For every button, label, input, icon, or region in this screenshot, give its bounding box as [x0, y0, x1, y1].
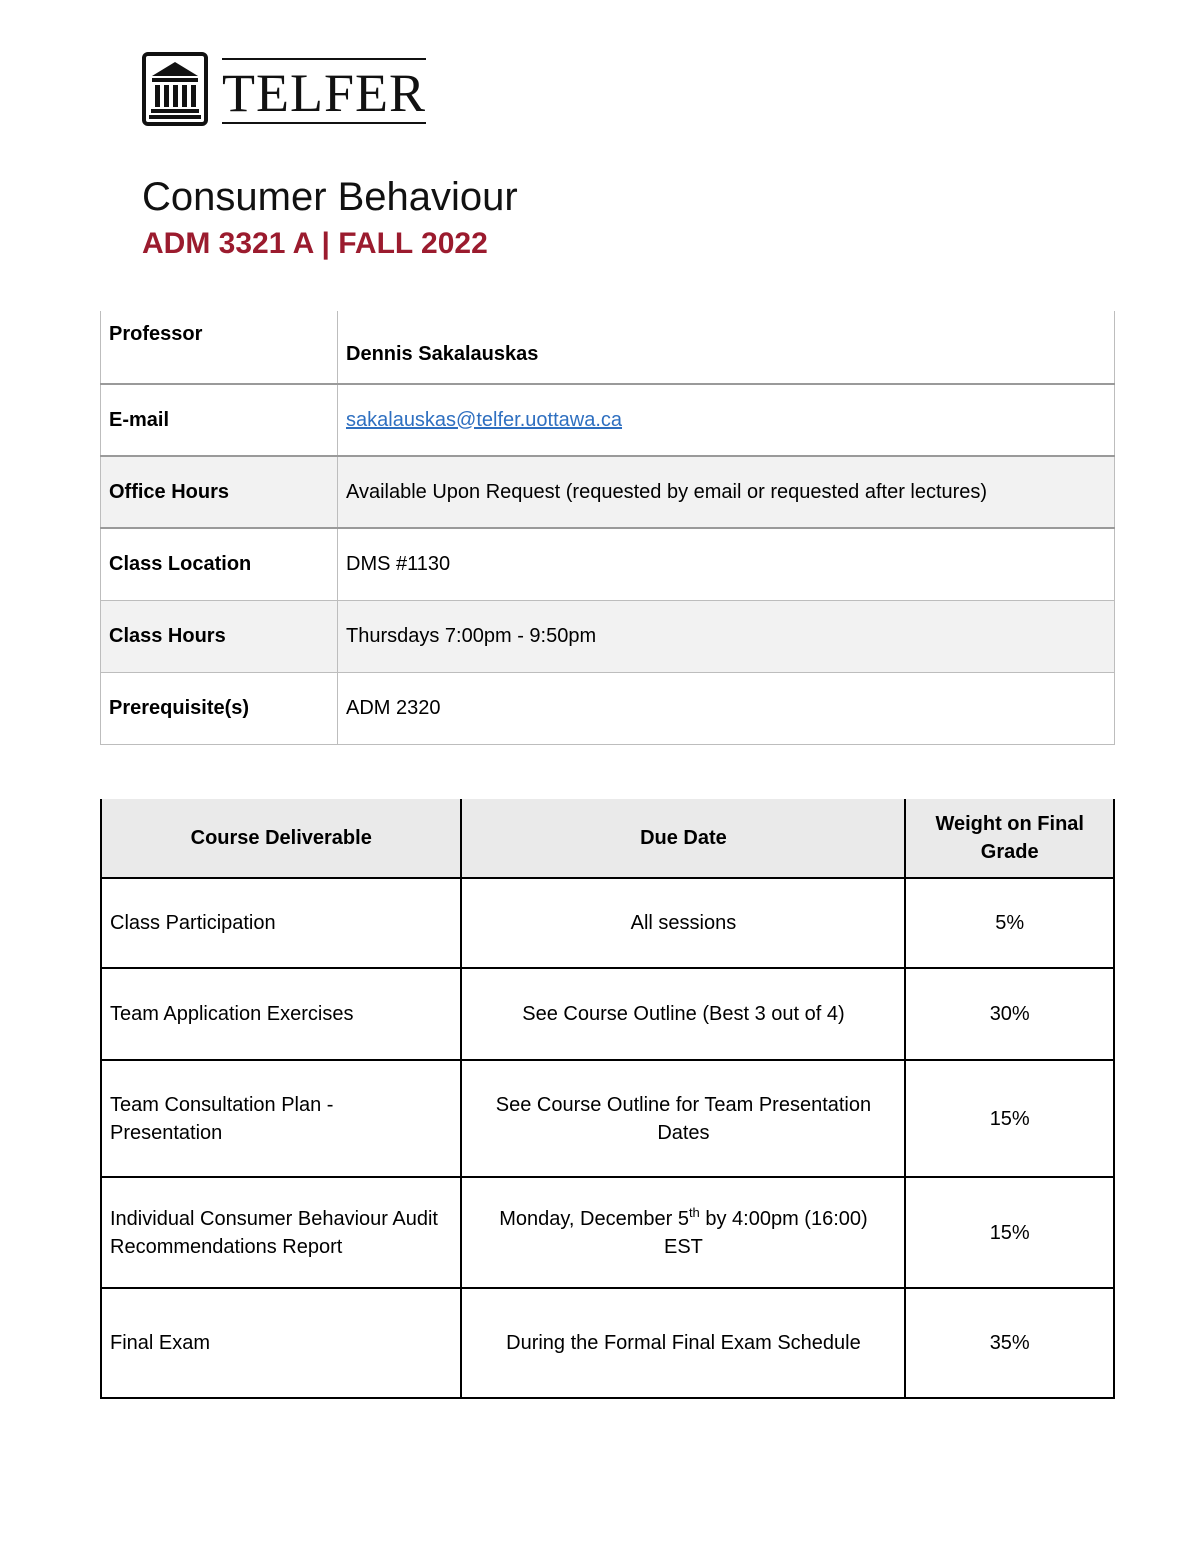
table-row [101, 878, 1114, 968]
info-row-office-hours [101, 456, 1115, 528]
info-value: ADM 2320 [338, 672, 1115, 744]
info-row-prerequisites [101, 672, 1115, 744]
logo-text: TELFER [222, 63, 426, 123]
table-row [101, 1060, 1114, 1177]
email-link[interactable]: sakalauskas@telfer.uottawa.ca [346, 408, 623, 431]
info-label: Prerequisite(s) [101, 672, 338, 744]
due-date-cell [461, 1177, 905, 1288]
building-icon [142, 52, 208, 126]
telfer-logo [142, 52, 426, 126]
due-date-cell: See Course Outline for Team Presentation Dates [461, 1060, 905, 1177]
weight-cell: 15% [905, 1177, 1114, 1288]
info-label: Class Hours [101, 600, 338, 672]
header-deliverable: Course Deliverable [101, 799, 461, 878]
info-value: DMS #1130 [338, 528, 1115, 600]
table-row [101, 968, 1114, 1060]
info-row-professor [101, 311, 1115, 384]
header-weight: Weight on Final Grade [905, 799, 1114, 878]
deliverable-cell: Final Exam [101, 1288, 461, 1398]
info-label: Professor [101, 311, 338, 384]
deliverable-cell: Team Consultation Plan - Presentation [101, 1060, 461, 1177]
info-row-class-location [101, 528, 1115, 600]
weight-cell: 30% [905, 968, 1114, 1060]
evaluation-table [100, 799, 1115, 1399]
evaluation-header-row [101, 799, 1114, 878]
weight-cell: 5% [905, 878, 1114, 968]
deliverable-cell: Class Participation [101, 878, 461, 968]
table-row [101, 1177, 1114, 1288]
weight-cell: 15% [905, 1060, 1114, 1177]
course-code: ADM 3321 A | FALL 2022 [142, 227, 488, 260]
info-label: Office Hours [101, 456, 338, 528]
ordinal-suffix: th [688, 1204, 700, 1220]
table-row [101, 1288, 1114, 1398]
deliverable-cell: Individual Consumer Behaviour Audit Recommendations Report [101, 1177, 461, 1288]
due-date-cell: All sessions [461, 878, 905, 968]
info-value [338, 384, 1115, 456]
info-value: Dennis Sakalauskas [338, 311, 1115, 384]
due-date-cell: See Course Outline (Best 3 out of 4) [461, 968, 905, 1060]
info-row-email [101, 384, 1115, 456]
info-label: E-mail [101, 384, 338, 456]
due-date-text: Monday, December 5 [499, 1207, 689, 1230]
logo-wordmark [222, 58, 426, 124]
due-date-text-rest: by 4:00pm (16:00) EST [663, 1207, 868, 1258]
course-title: Consumer Behaviour [142, 175, 518, 219]
deliverable-cell: Team Application Exercises [101, 968, 461, 1060]
weight-cell: 35% [905, 1288, 1114, 1398]
header-due-date: Due Date [461, 799, 905, 878]
info-value: Available Upon Request (requested by email or requested after lectures) [338, 456, 1115, 528]
due-date-cell: During the Formal Final Exam Schedule [461, 1288, 905, 1398]
info-label: Class Location [101, 528, 338, 600]
info-value: Thursdays 7:00pm - 9:50pm [338, 600, 1115, 672]
info-row-class-hours [101, 600, 1115, 672]
course-info-table [100, 311, 1115, 745]
